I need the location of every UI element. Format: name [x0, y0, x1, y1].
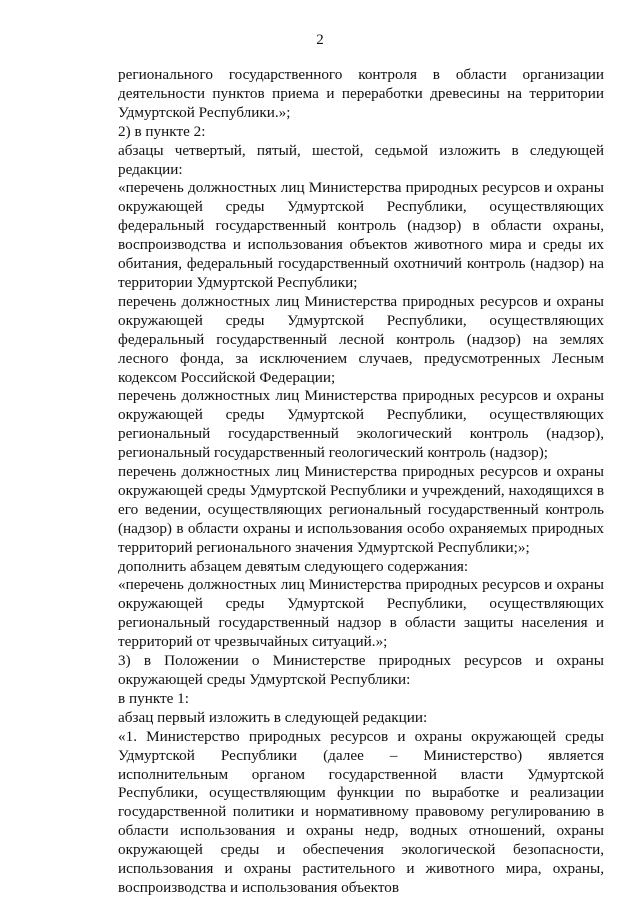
paragraph: «перечень должностных лиц Министерства природных ресурсов и охраны окружающей среды Удмуртской Республики, осуществляющих региональный государственный надзор в области защиты населения и территорий от чрезвычайных ситуаций.»; [118, 576, 604, 651]
paragraph: дополнить абзацем девятым следующего содержания: [118, 557, 469, 575]
paragraph: перечень должностных лиц Министерства природных ресурсов и охраны окружающей среды Удмуртской Республики, осуществляющих региональный государственный экологический контроль (надзор), региональный государственный геологический контроль (надзор); [118, 387, 604, 462]
paragraph: регионального государственного контроля в области организации деятельности пунктов приема и переработки древесины на территории Удмуртской Республики.»; [118, 66, 604, 121]
paragraph: перечень должностных лиц Министерства природных ресурсов и охраны окружающей среды Удмуртской Республики, осуществляющих федеральный государственный лесной контроль (надзор) на землях лесного фонда, за исключением случаев, предусмотренных Лесным кодексом Российской Федерации; [118, 292, 604, 386]
document-body [118, 66, 604, 898]
paragraph: абзацы четвертый, пятый, шестой, седьмой изложить в следующей редакции: [118, 141, 604, 178]
paragraph: перечень должностных лиц Министерства природных ресурсов и охраны окружающей среды Удмуртской Республики и учреждений, находящихся в его ведении, осуществляющих региональный государственный контроль (надзор) в области охраны и использования особо охраняемых природных территорий регионального значения Удмуртской Республики;»; [118, 463, 604, 556]
paragraph: «1. Министерство природных ресурсов и охраны окружающей среды Удмуртской Республики (далее – Министерство) является исполнительным органом государственной власти Удмуртской Республики, осуществляющим функции по выработке и реализации государственной политики и нормативному правовому регулированию в области использования и охраны недр, водных отношений, охраны окружающей среды и обеспечения экологической безопасности, использования и охраны растительного и животного мира, охраны, воспроизводства и использования объектов [118, 727, 604, 896]
paragraph: абзац первый изложить в следующей редакции: [118, 708, 428, 726]
paragraph: «перечень должностных лиц Министерства природных ресурсов и охраны окружающей среды Удмуртской Республики, осуществляющих федеральный государственный контроль (надзор) в области охраны, воспроизводства и использования объектов животного мира и среды их обитания, федеральный государственный охотничий контроль (надзор) на территории Удмуртской Республики; [118, 179, 604, 291]
paragraph: 2) в пункте 2: [118, 122, 206, 140]
paragraph: 3) в Положении о Министерстве природных ресурсов и охраны окружающей среды Удмуртской Республики: [118, 652, 604, 688]
page-number: 2 [316, 32, 324, 48]
paragraph: в пункте 1: [118, 689, 189, 707]
